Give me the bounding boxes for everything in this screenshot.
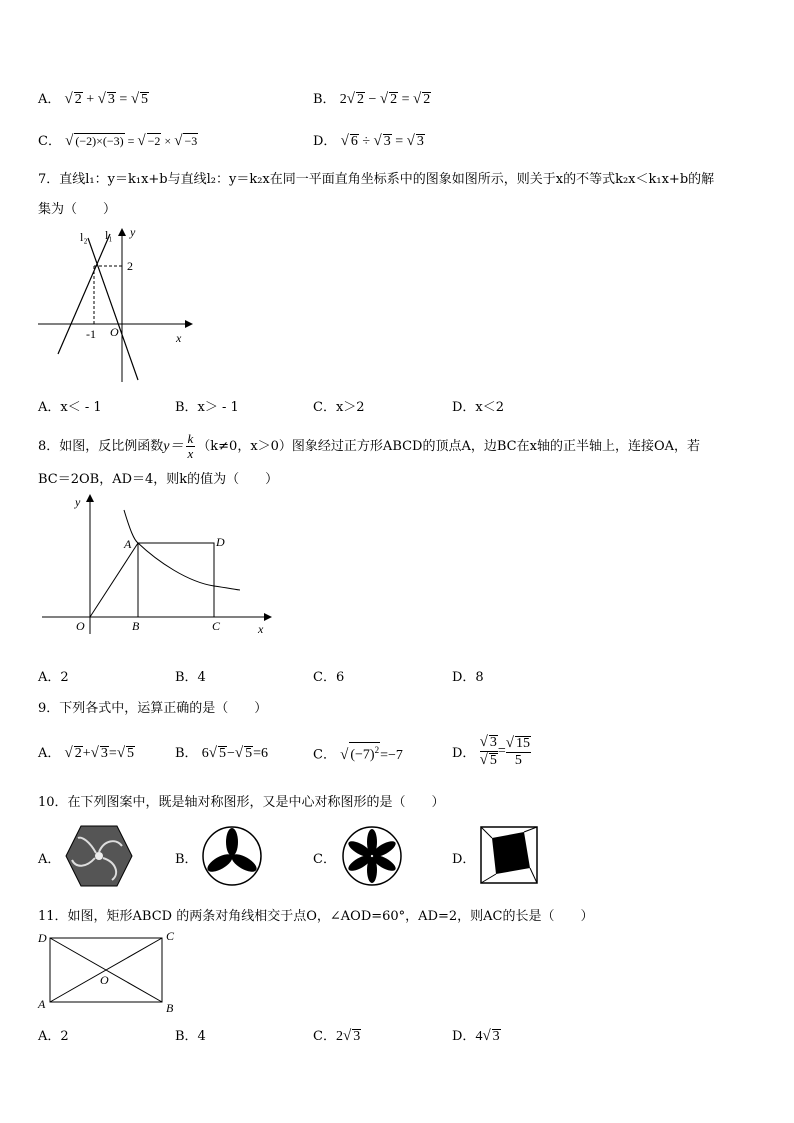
- q8-option-a: A．2: [38, 670, 69, 685]
- q7-option-b: B．x＞ - 1: [175, 400, 239, 415]
- q8-label-x: x: [258, 622, 264, 636]
- q11-option-d: D．4√ 3: [452, 1028, 500, 1044]
- q8-label-a: A: [124, 537, 132, 551]
- q11-label-o: O: [100, 973, 109, 987]
- q7-label-2: 2: [127, 259, 133, 273]
- q8-option-b: B．4: [175, 670, 206, 685]
- q7-option-c: C．x＞2: [313, 400, 365, 415]
- q11-option-b: B．4: [175, 1029, 206, 1044]
- q11-option-c: C．2√ 3: [313, 1028, 361, 1044]
- q6-option-c: C． √ (−2)×(−3) = √ −2 × √ −3: [38, 133, 198, 149]
- q7-label-x: x: [176, 331, 182, 345]
- q6-option-b: B． 2√ 2 − √ 2 = √ 2: [313, 91, 431, 107]
- q10-stem: 10．在下列图案中，既是轴对称图形，又是中心对称图形的是（ ）: [38, 795, 445, 810]
- q8-label-b: B: [132, 619, 140, 633]
- q8-stem-line2: BC＝2OB，AD＝4，则k的值为（ ）: [38, 472, 279, 487]
- q10-option-c-flower-figure: [340, 824, 404, 888]
- q9-option-c: C． √ $(-7)^2=-7$: [313, 742, 403, 764]
- q9-option-a: A． √ 2+√ 3=√ 5: [38, 745, 135, 761]
- q7-label-o: O: [110, 325, 119, 339]
- q11-label-d: D: [38, 931, 47, 945]
- q11-label-a: A: [38, 997, 46, 1011]
- q8-stem-line1: 8．如图，反比例函数y＝ $\frac{k}{x}$ （k≠0，x＞0）图象经过正方形ABCD的顶点A，边BC在x轴的正半轴上，连接OA，若: [38, 431, 700, 461]
- q10-option-a-hexagon-figure: [64, 824, 134, 888]
- q10-option-b-label: B．: [175, 852, 198, 867]
- q11-figure: [32, 926, 182, 1016]
- q9-stem: 9．下列各式中，运算正确的是（ ）: [38, 701, 268, 716]
- q6-option-b-expr: 2√ 2 − √ 2 = √ 2: [339, 91, 431, 107]
- q9-option-a-expr: √ 2+√ 3=√ 5: [64, 745, 135, 761]
- q9-option-b: B． 6√ 5−√ 5=6: [175, 745, 268, 761]
- q11-option-a: A．2: [38, 1029, 69, 1044]
- q8-label-y: y: [75, 495, 81, 509]
- q11-label-c: C: [166, 929, 175, 943]
- q6-option-d-expr: √ 6 ÷ √ 3 = √ 3: [340, 133, 424, 149]
- q8-label-o: O: [76, 619, 85, 633]
- q8-label-d: D: [216, 535, 225, 549]
- q7-label-l1: l₁: [105, 228, 113, 242]
- q9-option-d-expr: $\frac{√ 3}{√ 5}$ = $\frac{√ 15}{5}$: [479, 734, 530, 768]
- q7-label-neg1: -1: [86, 327, 96, 341]
- q10-option-b-trefoil-figure: [200, 824, 264, 888]
- q8-figure: [38, 490, 278, 638]
- q6-option-a-expr: √ 2 + √ 3 = √ 5: [64, 91, 149, 107]
- q6-option-c-expr: √ (−2)×(−3) = √ −2 × √ −3: [65, 133, 198, 149]
- q7-figure: [30, 222, 200, 387]
- q10-option-d-label: D．: [452, 852, 476, 867]
- q7-stem-line1: 7．直线l₁：y＝k₁x+b与直线l₂：y＝k₂x在同一平面直角坐标系中的图象如图所示，则关于x的不等式k₂x＜k₁x+b的解: [38, 172, 715, 187]
- q10-option-d-square-figure: [478, 824, 542, 886]
- q9-option-b-expr: 6√ 5−√ 5=6: [201, 745, 268, 761]
- q9-option-c-expr: √ $(-7)^2=-7$: [340, 748, 403, 763]
- q7-label-y: y: [130, 225, 136, 239]
- q7-stem-line2: 集为（ ）: [38, 202, 117, 217]
- q7-option-a: A．x＜ - 1: [38, 400, 102, 415]
- q7-label-l2: l₂: [80, 230, 88, 244]
- q10-option-a-label: A．: [38, 852, 61, 867]
- q11-stem: 11．如图，矩形ABCD 的两条对角线相交于点O，∠AOD=60°，AD=2，则AC的长是（ ）: [38, 909, 594, 924]
- q9-option-d: D． $\frac{√ 3}{√ 5}$ = $\frac{√ 15}{5}$: [452, 734, 530, 768]
- q8-option-c: C．6: [313, 670, 345, 685]
- q6-option-d: D． √ 6 ÷ √ 3 = √ 3: [313, 133, 424, 149]
- q8-label-c: C: [212, 619, 221, 633]
- q11-label-b: B: [166, 1001, 174, 1015]
- q8-option-d: D．8: [452, 670, 484, 685]
- q6-option-a: A． √ 2 + √ 3 = √ 5: [38, 91, 149, 107]
- q7-option-d: D．x＜2: [452, 400, 505, 415]
- q10-option-c-label: C．: [313, 852, 336, 867]
